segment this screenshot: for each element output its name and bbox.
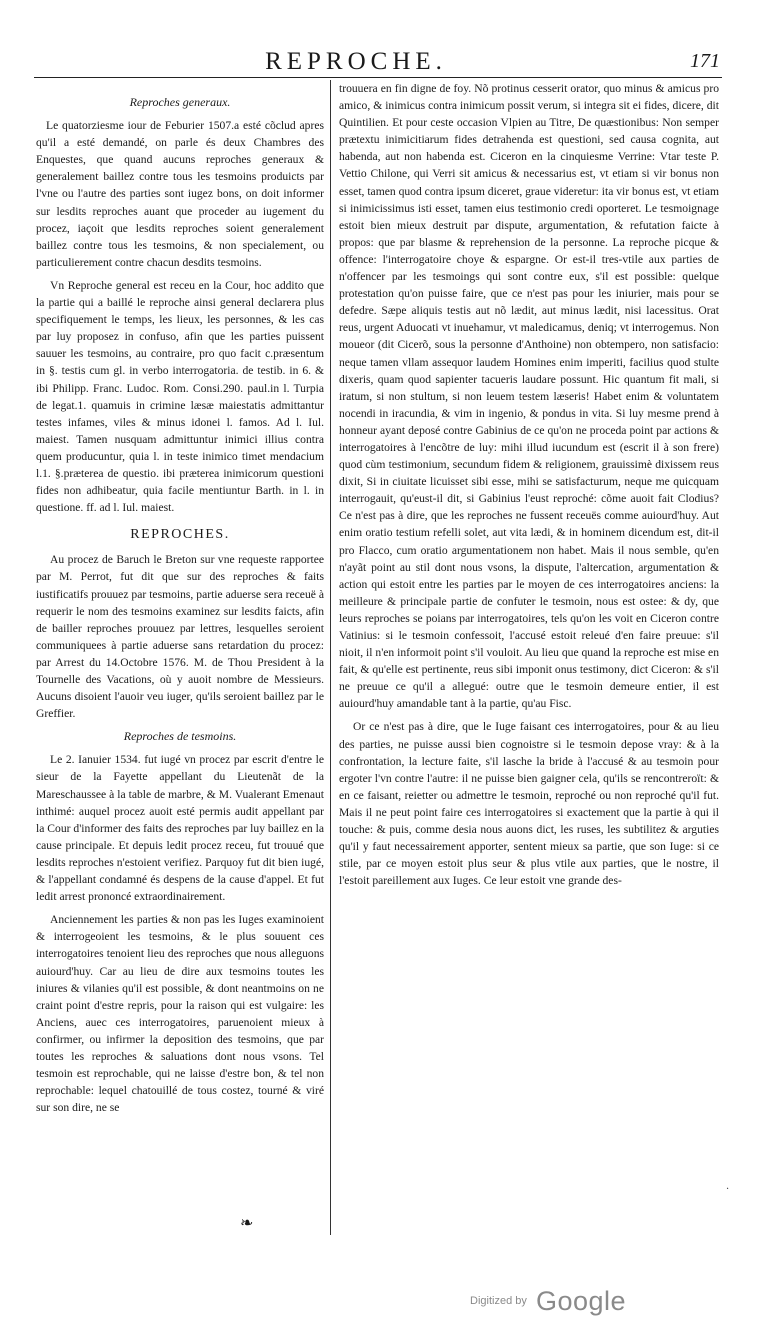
watermark-prefix: Digitized by bbox=[470, 1295, 527, 1307]
section-heading-reproches-generaux: Reproches generaux. bbox=[129, 95, 231, 109]
paragraph: trouuera en fin digne de foy. Nõ protinus cesserit orator, quo minus & amicus pro amico, & inimicus contra inimicum possit verum, si integra sit ei fides, dicere, dit Quintilien. Et pour ceste occasion Vlpien au Titre, De quæstionibus: Non semper prætextu inimicitiarum fides detrahenda est questioni, sed causa cognita, aut habenda, aut non habenda est. Ciceron en la cinquiesme Verrine: Vtar teste P. Vettio Chilone, qui Verri sit amicus & necessarius est, vt etiam si vir bonus non esset, tamen quod contra ipsum diceret, graue videretur: ita vir bonus est, vt etiam si inimicissimus isti esset, tamen eius testimonio credi oporteret. Le tesmoignage estoit bien mieux destruit par dispute, argumentation, & refutation faicte à propos: que par blasme & reprehension de la personne. La reproche picque & offence: l'interrogatoire choye & espargne. Or est-il tres-vtile aux parties de n'offencer par les tesmoings qui sont contre eux, s'il est possible: quelque protestation qu'on puisse faire, que ce n'est pas pour les iniurier, mais pour se defedre. Sæpe aliquis testis aut nõ lædit, aut minus lædit, nisi lacessitus. Orat reus, urgent Aduocati vt inuehamur, vt maledicamus, deniq; vt interrogemus. Non moueor (dit Cicerõ, sous la personne d'Anthoine) non obtempero, non satisfacio: neque tamen vllam assequor laudem Homines enim imperiti, facilius quod stulte dixeris, quam quod sapienter tacueris laudare possunt. Hic quantum fit mali, si iratum, si non stultum, si non leuem testem læseris! Habet enim & voluntatem nocendi in iracundia, & vim in ingenio, & pondus in vita. Si luy mesme prend à honneur ayant deposé contre Gabinius de ce qu'on ne proceda point par actions & interrogatoires à l'encõtre de luy: mihi illud iucundum est (escrit il à son frere) quod cùm testimonium, secundum fidem & religionem, grauissimè dixissem reus dixit, Si in ciuitate licuisset sibi esse, mihi se satisfacturum, neque me quicquam interrogauit, qu'eust-il dit, si Gabinius l'eust reproché: cõme auoit fait Clodius? Ce n'est pas à dire, que les reproches ne fussent receuës comme auiourd'huy. Aut enim oratio testium refelli solet, aut vita lædi, & in hominem dicendum est, dit-il pro Flacco, cum oratio argumentationem non habet. Mais il nous semble, qu'en n'ayãt point au stil dont nous vsons, la dispute, l'altercation, argumentation & action qui estoit entre les parties par le moyen de ces interrogatoires anciens: la meilleure & principale partie de confuter le tesmoin, nous est ostee: & dy, que leurs reproches se poians par interrogatoires, tels qu'on les voit en Ciceron contre Vatinius: si le tesmoin confessoit, l'accusé estoit releué d'en faire preuue: s'il nioit, il n'en informoit point s'il vouloit. Au lieu que quand la reproche est mise en fait, & qu'elle est pertinente, reus sibi imponit onus testimony, dict Ciceron: & s'il ne preuue ce qu'il a allegué: outre que le tesmoin demeure entier, il est auiourd'huy amandable tant à la partie, qu'au Fisc. bbox=[339, 82, 719, 711]
paragraph: Vn Reproche general est receu en la Cour, hoc addito que la partie qui a baillé le reproche ainsi general declarera plus specifiquement le temps, les lieux, les personnes, & les cas par luy proposez in confuso, afin que les parties puissent sauuer les tesmoins, au contraire, pro quo facit c.præsentum in §. testis cum gl. in verbo interrogatoria. de testib. in 6. & ibi Philipp. Franc. Ludoc. Rom. Consi.290. paul.in l. Turpia de legat.1. quamuis in crimine læsæ maiestatis admittantur testes infames, viles & minus idonei l. famos. Ad l. Iul. maiest. Tamen nusquam admittuntur inimici illius contra quem producuntur, quia l. in teste inimico timet mendacium l.1. §.præterea de questio. ibi præterea inimicorum questioni fides non adhibeatur, quia facile mentiuntur Barth. in l. in questione. ff. ad l. Iul. maiest. bbox=[36, 278, 324, 515]
margin-mark: · bbox=[726, 1184, 730, 1195]
google-logo: Google bbox=[535, 1286, 627, 1316]
left-column bbox=[36, 94, 324, 1122]
printer-ornament-icon: ❧ bbox=[240, 1213, 254, 1232]
paragraph: Or ce n'est pas à dire, que le Iuge faisant ces interrogatoires, pour & au lieu des parties, ne puisse aussi bien cognoistre si le tesmoin depose vray: & à la confrontation, la lecture faite, s'il lasche la bride à l'accusé & au tesmoin pour ergoter l'vn contre l'autre: il ne puisse bien gaigner cela, qu'ils se rencontreroït: & en ce faisant, reietter ou admettre le tesmoin, reproché ou non reproché qu'il fut. Mais il ne peut point faire ces interrogatoires si exactement que la partie à qui il touche: & puis, comme desia nous auons dict, les ruses, les subtilitez & arguties qu'il y faut necessairement apporter, sentent mieux sa partie, que son Iuge: si ce stile, par ce moyen estoit plus seur & plus vtile aux parties, que le nostre, il l'estoit pareillement aux Iuges. Ce leur estoit vne grande des- bbox=[339, 720, 719, 888]
page-number: 171 bbox=[690, 50, 720, 72]
column-divider bbox=[330, 80, 331, 1235]
section-heading-reproches-de-tesmoins: Reproches de tesmoins. bbox=[123, 729, 237, 744]
paragraph: Anciennement les parties & non pas les Iuges examinoient & interrogeoient les tesmoins, & le plus souuent ces interrogatoires tenoient lieu des reproches que nous alleguons auiourd'huy. Car au lieu de dire aux tesmoins toutes les iniures & vilanies qu'il est possible, & dont neantmoins on ne craint point d'estre repris, pour la raison qui est vulgaire: les Anciens, auec ces interrogatoires, paruenoient mieux à confirmer, ou infirmer la deposition des tesmoins, que par toutes les reproches & saluations dont nous vsons. Tel tesmoin est reprochable, qui ne laisse d'estre bon, & tel non reprochable: lequel chatouillé de tous costez, tourné & viré sur son dire, ne se bbox=[36, 913, 324, 1115]
paragraph: Le quatorziesme iour de Feburier 1507.a esté cõclud apres qu'il a esté demandé, on parle és deux Chambres des Enquestes, que quand aucuns reproches generaux & generalement baillez contre tous les tesmoins produicts par l'vne ou l'autre des parties sont iugez bons, on doit informer sur lesdits reproches auant que proceder au iugement du procez, iaçoit que lesdits reproches soient generalement baillez contre tous les tesmoins, & non specialement, ou particulierement contre chacun desdits tesmoins. bbox=[36, 119, 324, 269]
digitized-watermark bbox=[470, 1286, 626, 1317]
paragraph: Le 2. Ianuier 1534. fut iugé vn procez par escrit d'entre le sieur de la Fayette appellant du Lieutenãt de la Mareschaussee à la table de marbre, & M. Vualerant Emenaut inthimé: auquel procez auoit esté permis audit appellant par la Cour d'informer des faits des reproches par luy baillez en la cause principale. Et depuis ledit procez receu, fut trouué que lesdits reproches n'estoient verifiez. Parquoy fut dit bien iugé, & l'appellant condamné és despens de la cause d'appel. Et fut ledit arrest prononcé extraordinairement. bbox=[36, 753, 324, 904]
right-column bbox=[339, 80, 719, 895]
header-rule bbox=[34, 77, 722, 78]
paragraph: Au procez de Baruch le Breton sur vne requeste rapportee par M. Perrot, fut dit que sur des reproches & faits iustificatifs prouuez par tesmoins, partie aduerse sera receuë à requerir le nom des tesmoins examinez sur lesdits faicts, afin de bailler reproches prouuez par lettres, lesquelles seroient communiquees à partie aduerse sans retardation du procez: par Arrest du 14.Octobre 1576. M. de Thou President à la Tournelle des Vacations, où y auoit nombre de Messieurs. Aucuns disoient l'auoir veu iuger, qu'ils seroient baillez par le Greffier. bbox=[36, 553, 324, 721]
running-head-title: REPROCHE. bbox=[265, 48, 447, 75]
section-heading-reproches: REPROCHES. bbox=[130, 527, 230, 543]
